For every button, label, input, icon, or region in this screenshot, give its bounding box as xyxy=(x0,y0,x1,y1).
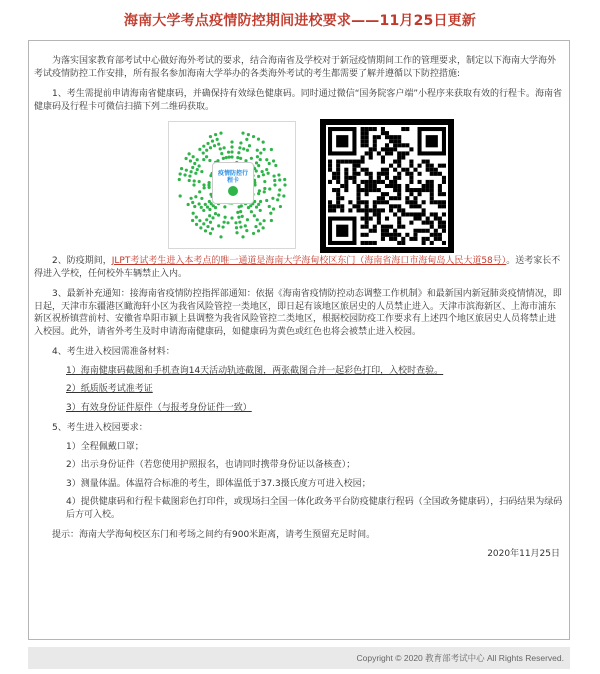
qr-code-row xyxy=(34,119,564,247)
item-2 xyxy=(34,255,564,280)
item-2-entrance-highlight: JLPT考试考生进入本考点的唯一通道是海南大学海甸校区东门（海南省海口市海甸岛人民大道58号） xyxy=(111,256,507,266)
item-5-sub-2: 2）出示身份证件（若您使用护照报名，也请同时携带身份证以备核查）； xyxy=(66,460,356,470)
item-5-sub-4: 4）提供健康码和行程卡截图彩色打印件，或现场扫全国一体化政务平台防疫健康行程码（全国政务健康码），扫码结果为绿码后方可入校。 xyxy=(66,497,563,520)
qr-center-label: 疫情防控行程卡 xyxy=(217,170,248,184)
item-3: 3、最新补充通知：接海南省疫情防控指挥部通知：依据《海南省疫情防控动态调整工作机制》和最新国内新冠肺炎疫情情况，即日起，天津市东疆港区瞰海轩小区为我省风险管控一类地区，即日起有该地区旅居史的人员禁止进入。天津市滨海新区、上海市浦东新区祝桥镇营前村、安徽省阜阳市颍上县调整为我省风险管控二类地区，根据校园防疫工作要求有上述四个地区旅居史人员将禁止进入校园。此外，请省外考生及时申请海南健康码，如健康码为黄色或红色也将会被禁止进入校园。 xyxy=(34,289,562,337)
item-4-sub-1: 1）海南健康码截图和手机查询14天活动轨迹截图，两张截图合并一起彩色打印，入校时查验。 xyxy=(66,365,444,376)
copyright-footer: Copyright © 2020 教育部考试中心 All Rights Reserved. xyxy=(28,647,570,669)
item-5-sub-3: 3）测量体温。体温符合标准的考生，即体温低于37.3摄氏度方可进入校园； xyxy=(66,478,371,489)
item-2-prefix: 2、防疫期间， xyxy=(52,256,112,266)
health-code-qr-code xyxy=(320,119,454,253)
item-4-sub-3: 3）有效身份证件原件（与报考身份证件一致） xyxy=(66,402,252,413)
publish-date: 2020年11月25日 xyxy=(487,548,560,559)
intro-paragraph: 为落实国家教育部考试中心做好海外考试的要求，结合海南省及学校对于新冠疫情期间工作的管理要求，制定以下海南大学海外考试疫情防控工作安排，所有报名参加海南大学举办的各类海外考试的考生都需要了解并遵循以下防控措施: xyxy=(34,56,557,79)
wechat-mini-program-icon xyxy=(228,186,238,196)
tip-note: 提示：海南大学海甸校区东门和考场之间约有900米距离，请考生预留充足时间。 xyxy=(52,530,376,540)
item-2-suffix: 。送考家长不得进入学校，任何校外车辆禁止入内。 xyxy=(34,256,561,279)
item-5-sub-1: 1）全程佩戴口罩； xyxy=(66,441,144,452)
item-4: 4、考生进入校园需准备材料： xyxy=(52,347,175,357)
notice-body xyxy=(34,55,564,560)
page-title: 海南大学考点疫情防控期间进校要求——11月25日更新 xyxy=(123,13,477,29)
item-5: 5、考生进入校园要求： xyxy=(52,423,148,433)
health-qr-image xyxy=(320,119,454,253)
item-1: 1、考生需提前申请海南省健康码，并确保持有效绿色健康码。同时通过微信“国务院客户端”小程序来获取有效的行程卡。海南省健康码及行程卡可微信扫描下列二维码获取。 xyxy=(34,89,563,112)
item-4-sub-2: 2）纸质版考试准考证 xyxy=(66,384,153,394)
itinerary-card-qr-code xyxy=(168,121,296,249)
